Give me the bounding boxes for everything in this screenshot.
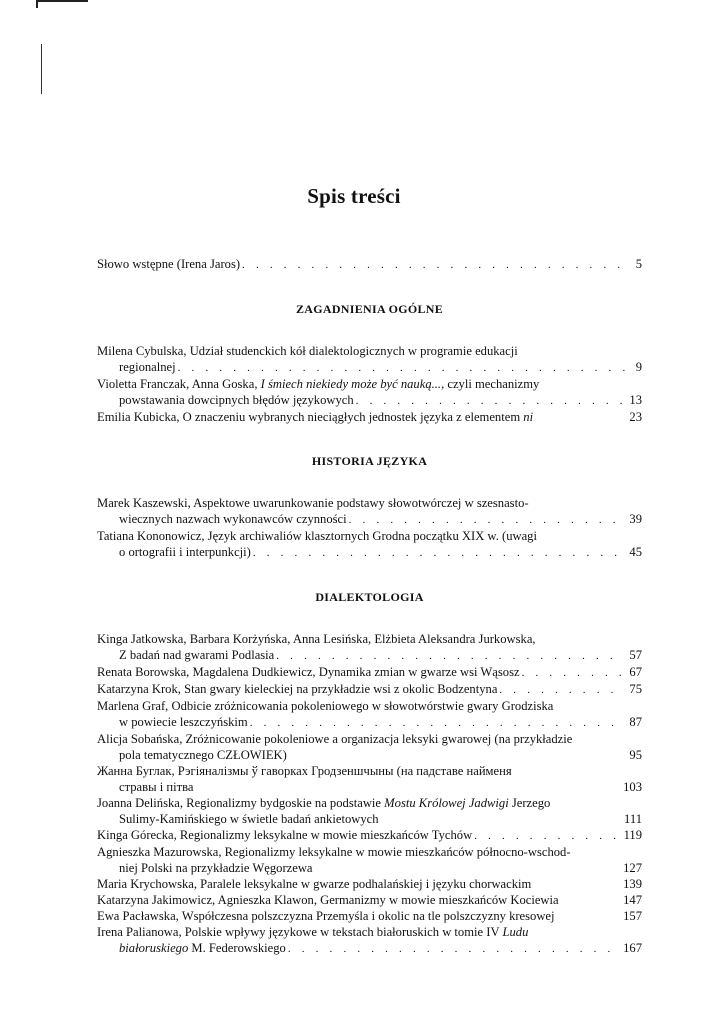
toc-entry[interactable] bbox=[97, 495, 642, 528]
scan-edge-mark bbox=[36, 0, 88, 2]
entry-text: regionalnej bbox=[119, 360, 176, 374]
toc-entry[interactable] bbox=[97, 343, 642, 376]
section-heading-dialectology: DIALEKTOLOGIA bbox=[315, 590, 424, 604]
entry-line: Tatiana Kononowicz, Język archiwaliów klasztornych Grodna początku XIX w. (uwagi bbox=[97, 529, 537, 543]
page-number: 157 bbox=[623, 909, 642, 923]
toc-entry[interactable] bbox=[97, 664, 642, 681]
dot-leader bbox=[178, 360, 630, 376]
dot-leader bbox=[250, 715, 624, 731]
entry-line: Жанна Буглак, Рэгіяналізмы ў гаворках Гродзеншчыны (на падставе найменя bbox=[97, 764, 512, 778]
entry-text: Katarzyna Krok, Stan gwary kieleckiej na przykładzie wsi z okolic Bodzentyna bbox=[97, 682, 498, 696]
page-number: 13 bbox=[629, 393, 642, 407]
entry-text: Katarzyna Jakimowicz, Agnieszka Klawon, Germanizmy w mowie mieszkańców Kociewia bbox=[97, 893, 559, 907]
toc-entry[interactable] bbox=[97, 376, 642, 409]
scan-edge-tick bbox=[36, 0, 38, 8]
entry-text: o ortografii i interpunkcji) bbox=[119, 545, 251, 559]
entry-text: Maria Krychowska, Paralele leksykalne w gwarze podhalańskiej i języku chorwackim bbox=[97, 877, 532, 891]
dot-leader bbox=[276, 648, 623, 664]
page-number: 127 bbox=[623, 861, 642, 875]
page-number: 23 bbox=[629, 410, 642, 424]
scan-margin-line bbox=[41, 44, 42, 94]
entry-title-italic: białoruskiego bbox=[119, 941, 189, 955]
entry-title-italic: ni bbox=[523, 410, 534, 424]
entry-text: Irena Palianowa, Polskie wpływy językowe w tekstach białoruskich w tomie IV bbox=[97, 925, 503, 939]
page-number: 139 bbox=[623, 877, 642, 891]
entry-text: w powiecie leszczyńskim bbox=[119, 715, 248, 729]
toc-entry[interactable] bbox=[97, 892, 642, 908]
entry-text: Violetta Franczak, Anna Goska, bbox=[97, 377, 261, 391]
entry-line: Agnieszka Mazurowska, Regionalizmy leksykalne w mowie mieszkańców północno-wschod- bbox=[97, 845, 571, 859]
toc-entry[interactable] bbox=[97, 795, 642, 827]
toc-entry[interactable] bbox=[97, 681, 642, 698]
page-number: 67 bbox=[629, 665, 642, 679]
toc-entry[interactable] bbox=[97, 908, 642, 924]
entry-line: Marlena Graf, Odbicie zróżnicowania pokoleniowego w słowotwórstwie gwary Grodziska bbox=[97, 699, 554, 713]
table-of-contents bbox=[97, 256, 642, 957]
toc-entry[interactable] bbox=[97, 763, 642, 795]
page-number: 103 bbox=[623, 780, 642, 794]
dot-leader bbox=[499, 682, 623, 698]
dot-leader bbox=[474, 828, 617, 844]
dot-leader bbox=[349, 512, 624, 528]
page-number: 39 bbox=[629, 512, 642, 526]
toc-entry[interactable] bbox=[97, 924, 642, 957]
page-title: Spis treści bbox=[307, 184, 401, 208]
entry-title-italic: I śmiech niekiedy może być nauką... bbox=[260, 377, 442, 391]
page-number: 75 bbox=[629, 682, 642, 696]
page-number: 167 bbox=[623, 941, 642, 955]
entry-text: Kinga Górecka, Regionalizmy leksykalne w mowie mieszkańców Tychów bbox=[97, 828, 473, 842]
dot-leader bbox=[356, 393, 624, 409]
entry-title-italic: Mostu Królowej Jadwigi bbox=[384, 796, 509, 810]
entry-text: Renata Borowska, Magdalena Dudkiewicz, Dynamika zmian w gwarze wsi Wąsosz bbox=[97, 665, 520, 679]
dot-leader bbox=[288, 941, 617, 957]
section-heading-history: HISTORIA JĘZYKA bbox=[311, 454, 428, 468]
dot-leader bbox=[522, 665, 624, 681]
entry-line: Marek Kaszewski, Aspektowe uwarunkowanie podstawy słowotwórczej w szesnasto- bbox=[97, 496, 529, 510]
entry-text: M. Federowskiego bbox=[188, 941, 286, 955]
toc-entry[interactable] bbox=[97, 528, 642, 561]
page-number: 5 bbox=[635, 257, 642, 271]
entry-text: Joanna Delińska, Regionalizmy bydgoskie na podstawie bbox=[97, 796, 385, 810]
entry-text: Jerzego bbox=[508, 796, 551, 810]
section-heading-general: ZAGADNIENIA OGÓLNE bbox=[295, 302, 444, 316]
page-number: 111 bbox=[624, 812, 642, 826]
page-number: 147 bbox=[623, 893, 642, 907]
page-number: 9 bbox=[635, 360, 642, 374]
entry-text: powstawania dowcipnych błędów językowych bbox=[119, 393, 354, 407]
page-number: 57 bbox=[629, 648, 642, 662]
entry-text: , czyli mechanizmy bbox=[441, 377, 540, 391]
entry-text: Sulimy-Kamińskiego w świetle badań ankietowych bbox=[119, 812, 379, 826]
entry-line: Milena Cybulska, Udział studenckich kół dialektologicznych w programie edukacji bbox=[97, 344, 518, 358]
entry-text: Słowo wstępne (Irena Jaros) bbox=[97, 257, 241, 271]
dot-leader bbox=[253, 545, 624, 561]
toc-entry[interactable] bbox=[97, 409, 642, 425]
entry-title-italic: Ludu bbox=[502, 925, 529, 939]
toc-entry[interactable] bbox=[97, 827, 642, 844]
toc-entry[interactable] bbox=[97, 844, 642, 876]
page-number: 119 bbox=[623, 828, 642, 842]
entry-text: Z badań nad gwarami Podlasia bbox=[119, 648, 275, 662]
toc-entry[interactable] bbox=[97, 876, 642, 892]
toc-entry[interactable] bbox=[97, 698, 642, 731]
entry-text: Emilia Kubicka, O znaczeniu wybranych nieciągłych jednostek języka z elementem bbox=[97, 410, 524, 424]
entry-text: pola tematycznego CZŁOWIEK) bbox=[119, 748, 287, 762]
entry-text: wiecznych nazwach wykonawców czynności bbox=[119, 512, 347, 526]
page-number: 45 bbox=[629, 545, 642, 559]
page-number: 87 bbox=[629, 715, 642, 729]
entry-line: Kinga Jatkowska, Barbara Korżyńska, Anna Lesińska, Elżbieta Aleksandra Jurkowska, bbox=[97, 632, 536, 646]
dot-leader bbox=[242, 257, 630, 273]
entry-text: niej Polski na przykładzie Węgorzewa bbox=[119, 861, 313, 875]
toc-entry-intro[interactable] bbox=[97, 256, 642, 273]
toc-entry[interactable] bbox=[97, 731, 642, 763]
page-number: 95 bbox=[629, 748, 642, 762]
entry-line: Alicja Sobańska, Zróżnicowanie pokoleniowe a organizacja leksyki gwarowej (na przykładzie bbox=[97, 732, 573, 746]
entry-text: Ewa Pacławska, Współczesna polszczyzna Przemyśla i okolic na tle polszczyzny kresowej bbox=[97, 909, 555, 923]
toc-entry[interactable] bbox=[97, 631, 642, 664]
entry-text: стравы і пітва bbox=[119, 780, 194, 794]
